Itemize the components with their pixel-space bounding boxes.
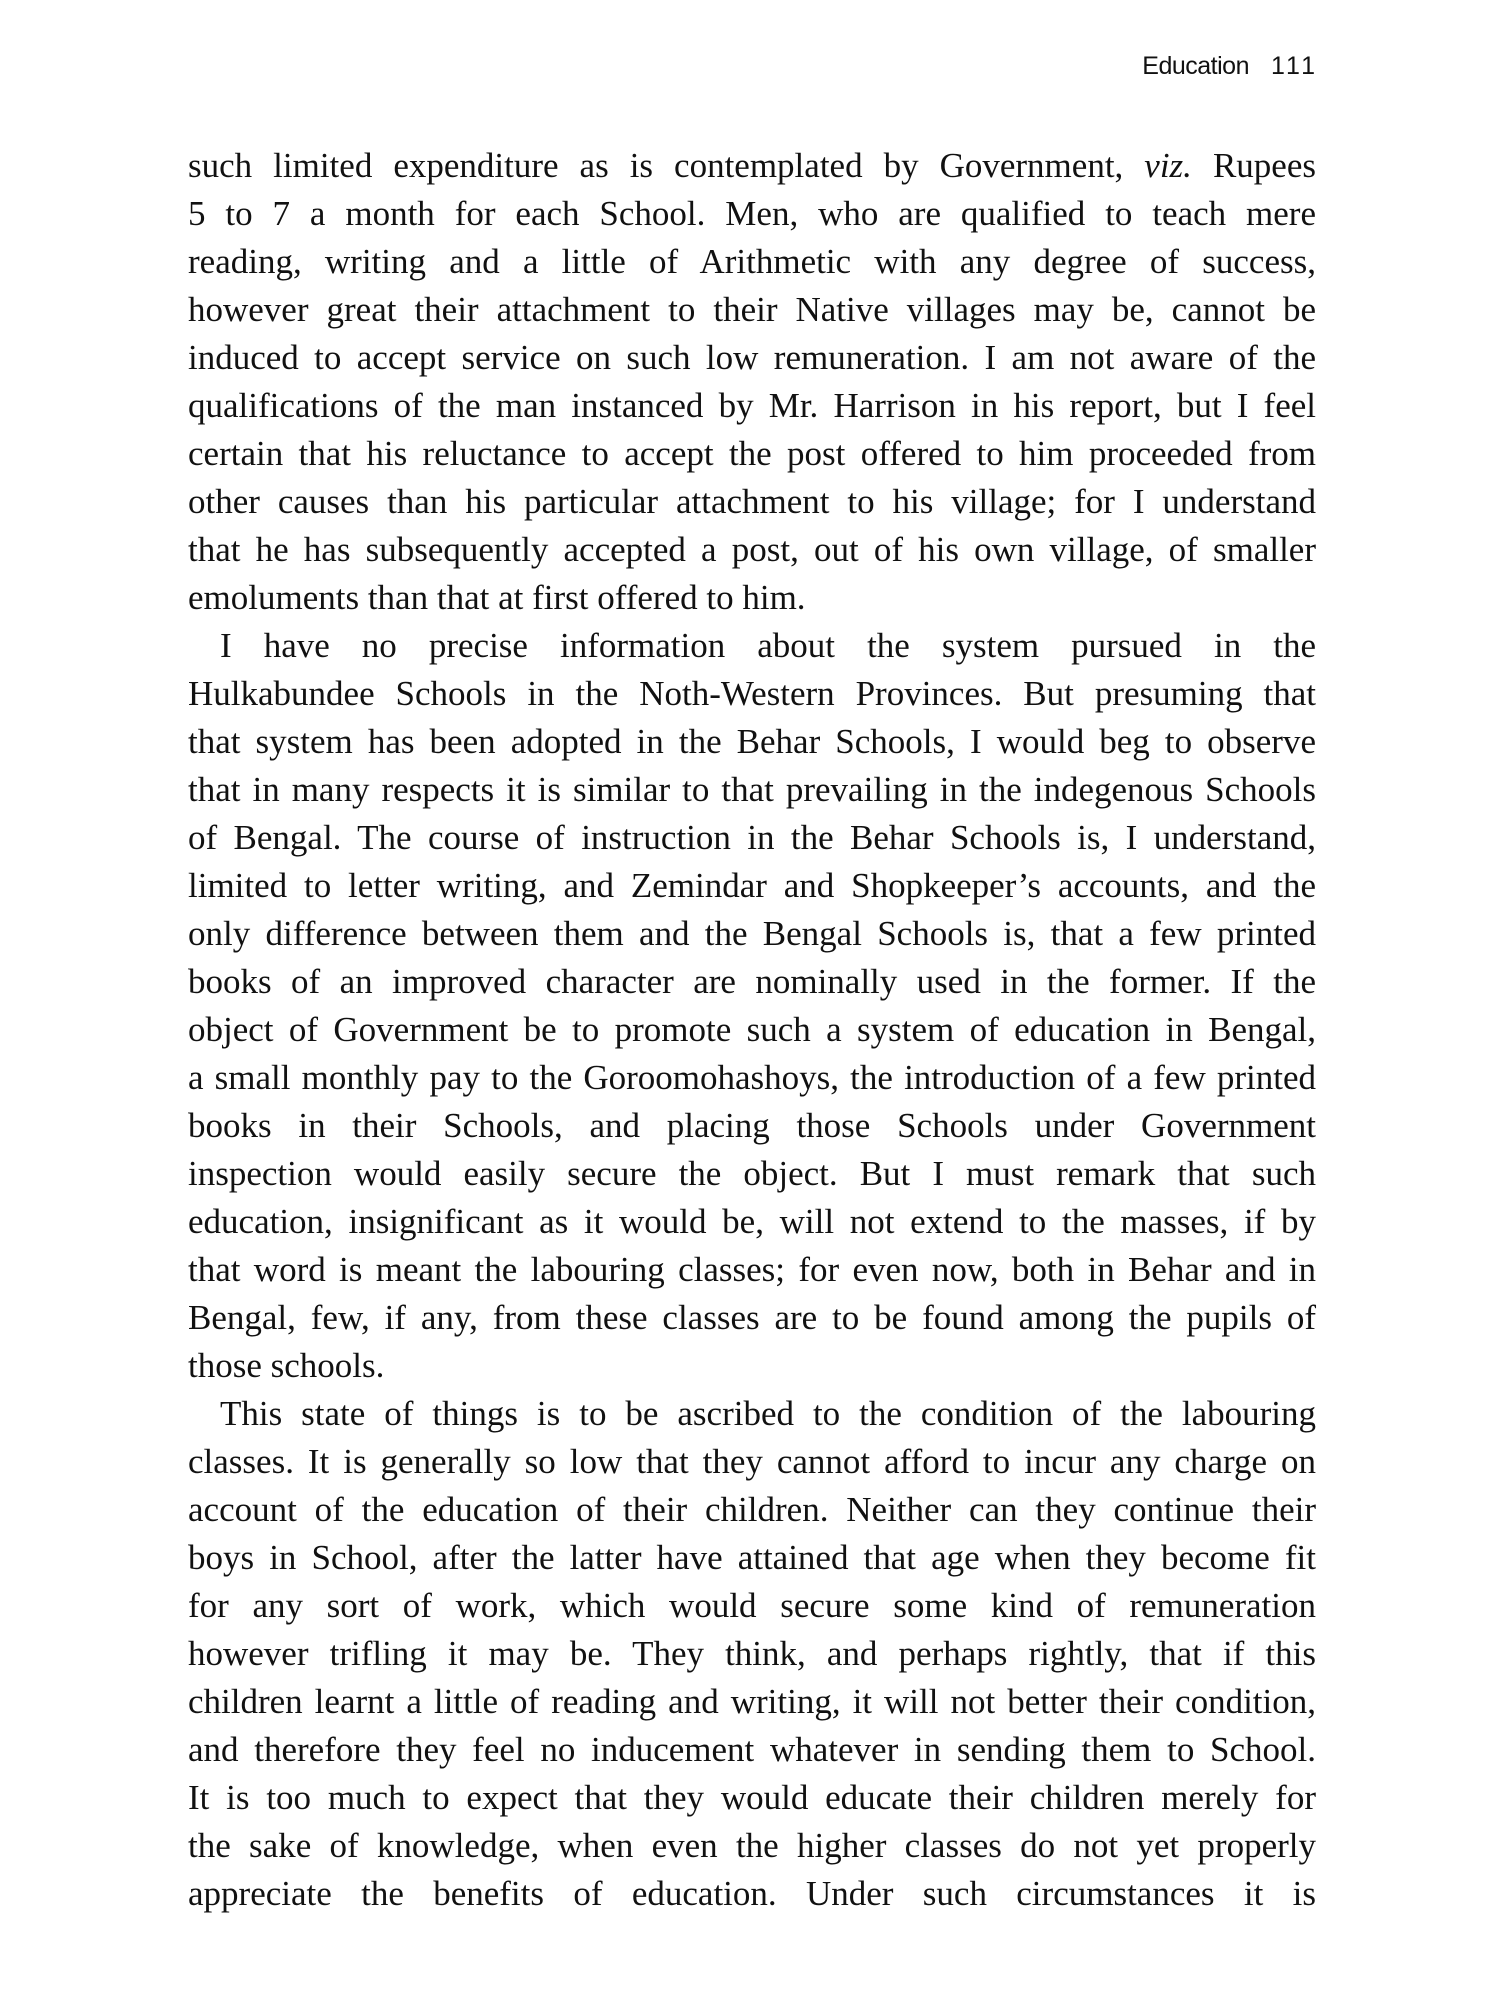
- text-line: that system has been adopted in the Behar Schools, I would beg to observe: [188, 722, 1316, 761]
- running-header: [1142, 52, 1318, 81]
- text-line: limited to letter writing, and Zemindar and Shopkeeper’s accounts, and the: [188, 866, 1316, 905]
- text-line: and therefore they feel no inducement whatever in sending them to School.: [188, 1730, 1316, 1769]
- text-line: object of Government be to promote such a system of education in Bengal,: [188, 1010, 1316, 1049]
- paragraph: [188, 190, 1316, 622]
- text-line: other causes than his particular attachment to his village; for I understand: [188, 482, 1316, 521]
- text-line: for any sort of work, which would secure some kind of remuneration: [188, 1586, 1316, 1625]
- text-line: boys in School, after the latter have attained that age when they become fit: [188, 1538, 1316, 1577]
- text-line: [188, 142, 1316, 190]
- text-line: 5 to 7 a month for each School. Men, who are qualified to teach mere: [188, 194, 1316, 233]
- text-line: books in their Schools, and placing those Schools under Government: [188, 1106, 1316, 1145]
- text-line: classes. It is generally so low that they cannot afford to incur any charge on: [188, 1442, 1316, 1481]
- text-line: I have no precise information about the system pursued in the: [220, 626, 1316, 665]
- paragraph: [188, 1390, 1316, 1918]
- text-line: that word is meant the labouring classes; for even now, both in Behar and in: [188, 1250, 1316, 1289]
- text-line: account of the education of their children. Neither can they continue their: [188, 1490, 1316, 1529]
- text-line: Hulkabundee Schools in the Noth-Western Provinces. But presuming that: [188, 674, 1316, 713]
- text-line: books of an improved character are nominally used in the former. If the: [188, 962, 1316, 1001]
- text-line: however trifling it may be. They think, and perhaps rightly, that if this: [188, 1634, 1316, 1673]
- text-line: that in many respects it is similar to that prevailing in the indegenous Schools: [188, 770, 1316, 809]
- page-number: 111: [1270, 52, 1318, 80]
- text-line: children learnt a little of reading and writing, it will not better their condition,: [188, 1682, 1316, 1721]
- text-line: that he has subsequently accepted a post, out of his own village, of smaller: [188, 530, 1316, 569]
- text-line: This state of things is to be ascribed to the condition of the labouring: [220, 1394, 1316, 1433]
- text-line: those schools.: [188, 1346, 385, 1385]
- text-line: education, insignificant as it would be, will not extend to the masses, if by: [188, 1202, 1316, 1241]
- text-line: certain that his reluctance to accept the post offered to him proceeded from: [188, 434, 1316, 473]
- text-line: induced to accept service on such low remuneration. I am not aware of the: [188, 338, 1316, 377]
- text-line: reading, writing and a little of Arithmetic with any degree of success,: [188, 242, 1316, 281]
- text-line: the sake of knowledge, when even the higher classes do not yet properly: [188, 1826, 1316, 1865]
- text-line: qualifications of the man instanced by Mr. Harrison in his report, but I feel: [188, 386, 1316, 425]
- text-line: inspection would easily secure the object. But I must remark that such: [188, 1154, 1316, 1193]
- page-body: [188, 142, 1316, 1918]
- text-line: Bengal, few, if any, from these classes are to be found among the pupils of: [188, 1298, 1316, 1337]
- paragraph: [188, 622, 1316, 1390]
- text-line: only difference between them and the Bengal Schools is, that a few printed: [188, 914, 1316, 953]
- text-line: however great their attachment to their Native villages may be, cannot be: [188, 290, 1316, 329]
- text-segment: Rupees: [1191, 146, 1316, 185]
- italic-abbreviation: viz.: [1144, 146, 1192, 185]
- text-line: appreciate the benefits of education. Under such circumstances it is: [188, 1874, 1316, 1913]
- text-line: emoluments than that at first offered to him.: [188, 578, 806, 617]
- text-line: It is too much to expect that they would educate their children merely for: [188, 1778, 1316, 1817]
- section-title: Education: [1142, 52, 1249, 80]
- text-line: of Bengal. The course of instruction in the Behar Schools is, I understand,: [188, 818, 1316, 857]
- text-segment: such limited expenditure as is contemplated by Government,: [188, 146, 1145, 185]
- text-line: a small monthly pay to the Goroomohashoys, the introduction of a few printed: [188, 1058, 1316, 1097]
